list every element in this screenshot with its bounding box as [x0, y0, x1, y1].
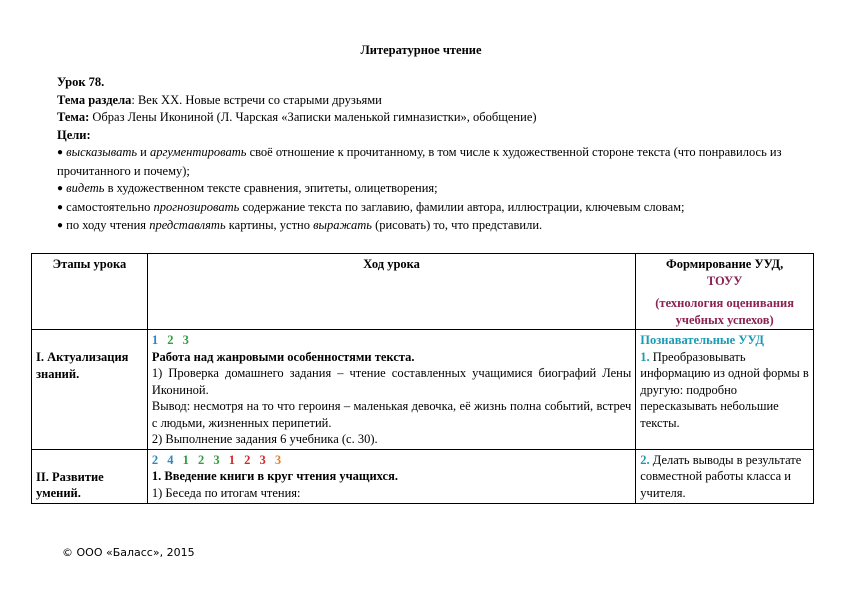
table-header-row [32, 254, 814, 330]
goal-item: ● видеть в художественном тексте сравнения, эпитеты, олицетворения; [57, 181, 438, 195]
section-text: : Век XX. Новые встречи со старыми друзьями [131, 92, 382, 107]
goal-item: ● высказывать и аргументировать своё отношение к прочитанному, в том числе к художественной стороне текста (что понравилось из прочитанного и почему); [57, 145, 782, 178]
topic-text: Образ Лены Икониной (Л. Чарская «Записки маленькой гимназистки», обобщение) [89, 110, 537, 124]
lesson-number: Урок 78. [57, 75, 105, 89]
bullet-icon: ● [57, 147, 64, 158]
uud-item: 2. Делать выводы в результате совместной работы класса и учителя. [640, 452, 802, 500]
section-label: Тема раздела [57, 92, 132, 107]
header-uud: Формирование УУД, ТОУУ (технология оценивания учебных успехов) [636, 254, 814, 330]
lesson-intro [57, 74, 787, 236]
header-course: Ход урока [147, 254, 635, 330]
uud-item: 1. Преобразовывать информацию из одной формы в другую: подробно пересказывать небольшие тексты. [640, 349, 809, 430]
goals-label: Цели: [57, 127, 91, 142]
stage-name: II. Развитие умений. [36, 469, 104, 500]
lesson-plan-table [31, 253, 814, 504]
table-row [32, 330, 814, 450]
uud-cell [636, 330, 814, 450]
uud-cell [636, 449, 814, 503]
activity-heading: Работа над жанровыми особенностями текста. [151, 349, 415, 364]
course-cell [147, 449, 635, 503]
stage-cell [32, 449, 148, 503]
activity-line: 1) Проверка домашнего задания – чтение составленных учащимися биографий Лены Икониной. [151, 366, 632, 397]
topic-label: Тема: [57, 110, 90, 124]
uud-title: Познавательные УУД [640, 333, 765, 347]
activity-line: 2) Выполнение задания 6 учебника (с. 30). [151, 432, 378, 446]
activity-heading: 1. Введение книги в круг чтения учащихся. [151, 469, 398, 483]
activity-line: 1) Беседа по итогам чтения: [151, 485, 301, 500]
stage-name: I. Актуализация знаний. [36, 350, 129, 381]
assessment-numbers: 1 2 3 [151, 333, 192, 347]
document-title: Литературное чтение [360, 43, 482, 57]
bullet-icon: ● [57, 201, 64, 213]
header-stages: Этапы урока [32, 254, 148, 330]
bullet-icon: ● [57, 183, 64, 194]
topic-line [57, 109, 787, 127]
course-cell [147, 330, 635, 450]
goal-item: ● самостоятельно прогнозировать содержание текста по заглавию, фамилии автора, иллюстрации, ключевым словам; [57, 199, 685, 214]
copyright-footer: © ООО «Баласс», 2015 [62, 546, 195, 559]
section-line [57, 92, 787, 110]
stage-cell [32, 330, 148, 450]
goal-item: ● по ходу чтения представлять картины, устно выражать (рисовать) то, что представили. [57, 218, 543, 232]
activity-line: Вывод: несмотря на то что героиня – маленькая девочка, её жизнь полна событий, встреч с людьми, жизненных перипетий. [151, 399, 632, 430]
bullet-icon: ● [57, 220, 64, 231]
table-row [32, 449, 814, 503]
assessment-numbers: 2 4 1 2 3 1 2 3 3 [151, 452, 285, 467]
